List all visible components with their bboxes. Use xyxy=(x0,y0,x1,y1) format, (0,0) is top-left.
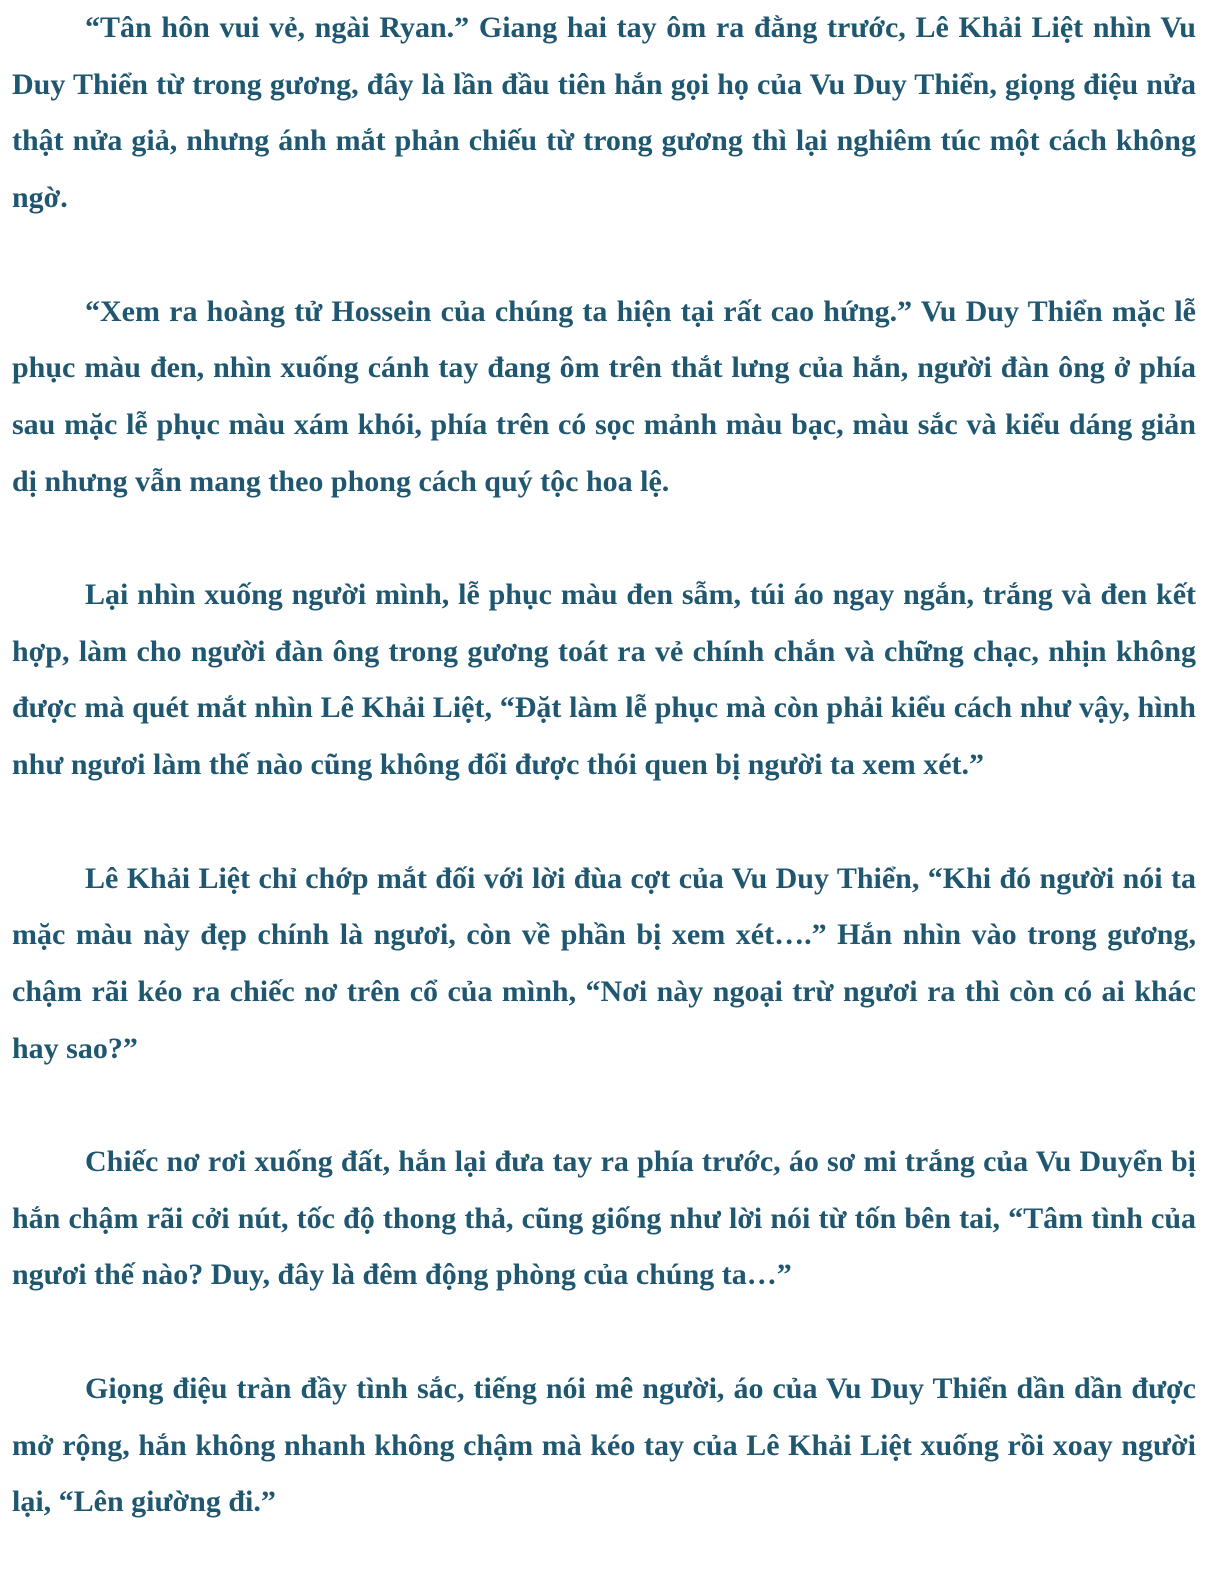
paragraph-5: Chiếc nơ rơi xuống đất, hắn lại đưa tay ra phía trước, áo sơ mi trắng của Vu Duyển bị hắn chậm rãi cởi nút, tốc độ thong thả, cũng giống như lời nói từ tốn bên tai, “Tâm tình của ngươi thế nào? Duy, đây là đêm động phòng của chúng ta…” xyxy=(12,1145,1196,1292)
document-page xyxy=(12,0,1196,1531)
paragraph-2: “Xem ra hoàng tử Hossein của chúng ta hiện tại rất cao hứng.” Vu Duy Thiển mặc lễ phục màu đen, nhìn xuống cánh tay đang ôm trên thắt lưng của hắn, người đàn ông ở phía sau mặc lễ phục màu xám khói, phía trên có sọc mảnh màu bạc, màu sắc và kiểu dáng giản dị nhưng vẫn mang theo phong cách quý tộc hoa lệ. xyxy=(12,294,1196,498)
paragraph-3: Lại nhìn xuống người mình, lễ phục màu đen sẫm, túi áo ngay ngắn, trắng và đen kết hợp, làm cho người đàn ông trong gương toát ra vẻ chính chắn và chững chạc, nhịn không được mà quét mắt nhìn Lê Khải Liệt, “Đặt làm lễ phục mà còn phải kiểu cách như vậy, hình như ngươi làm thế nào cũng không đổi được thói quen bị người ta xem xét.” xyxy=(12,578,1196,782)
paragraph-6: Giọng điệu tràn đầy tình sắc, tiếng nói mê người, áo của Vu Duy Thiển dần dần được mở rộng, hắn không nhanh không chậm mà kéo tay của Lê Khải Liệt xuống rồi xoay người lại, “Lên giường đi.” xyxy=(12,1371,1196,1519)
paragraph-1: “Tân hôn vui vẻ, ngài Ryan.” Giang hai tay ôm ra đằng trước, Lê Khải Liệt nhìn Vu Duy Thiển từ trong gương, đây là lần đầu tiên hắn gọi họ của Vu Duy Thiển, giọng điệu nửa thật nửa giả, nhưng ánh mắt phản chiếu từ trong gương thì lại nghiêm túc một cách không ngờ. xyxy=(12,11,1196,215)
paragraph-4: Lê Khải Liệt chỉ chớp mắt đối với lời đùa cợt của Vu Duy Thiển, “Khi đó người nói ta mặc màu này đẹp chính là ngươi, còn về phần bị xem xét….” Hắn nhìn vào trong gương, chậm rãi kéo ra chiếc nơ trên cổ của mình, “Nơi này ngoại trừ ngươi ra thì còn có ai khác hay sao?” xyxy=(12,861,1196,1065)
